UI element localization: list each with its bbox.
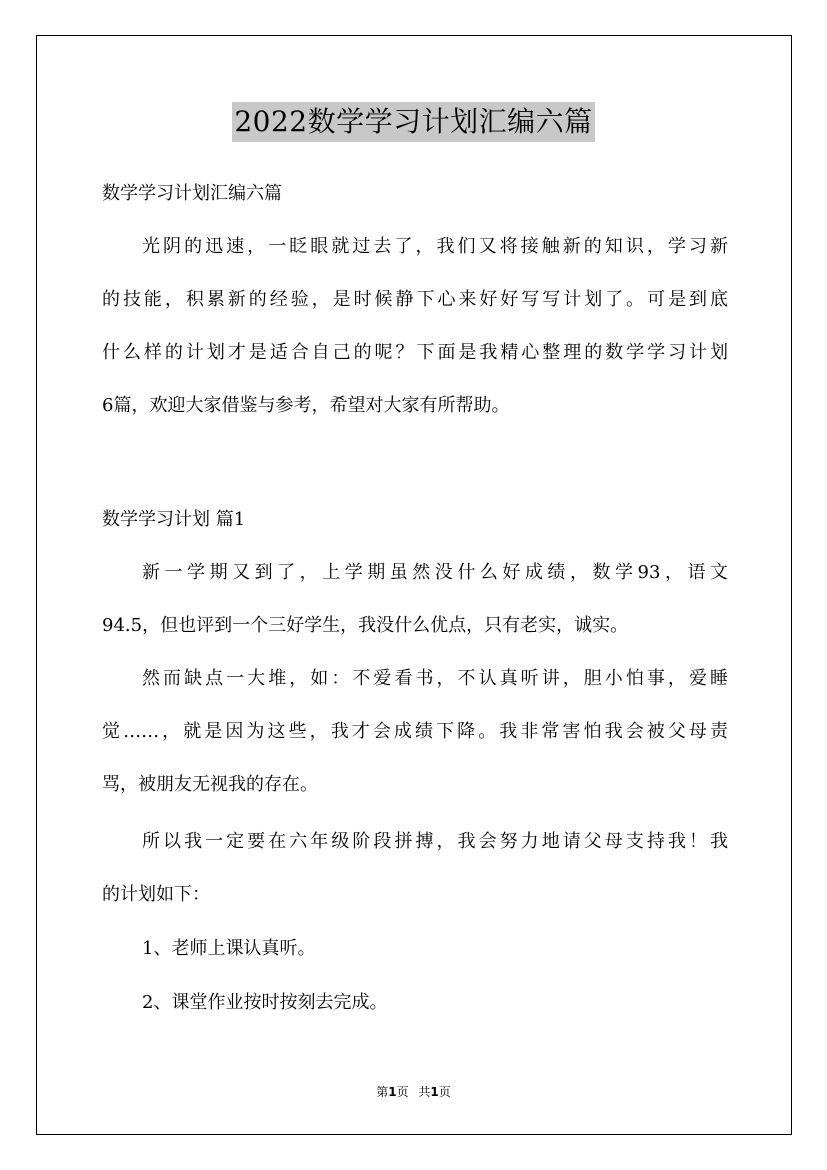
intro-line-3: 什么样的计划才是适合自己的呢？下面是我精心整理的数学学习计划 (102, 342, 728, 363)
paragraph-3-line-2: 的计划如下： (102, 884, 210, 905)
page-indicator (376, 1085, 408, 1099)
intro-line-1: 光阴的迅速，一眨眼就过去了，我们又将接触新的知识，学习新 (142, 236, 728, 257)
paragraph-2-line-3: 骂，被朋友无视我的存在。 (102, 774, 318, 795)
list-item-1: 1、老师上课认真听。 (142, 938, 316, 959)
list-item-2: 2、课堂作业按时按刻去完成。 (142, 992, 388, 1013)
page-number: 1 (388, 1085, 397, 1099)
paragraph-3-line-1: 所以我一定要在六年级阶段拼搏，我会努力地请父母支持我！我 (142, 831, 728, 852)
total-prefix: 共 (418, 1085, 431, 1099)
page-suffix: 页 (396, 1085, 409, 1099)
total-number: 1 (430, 1085, 439, 1099)
document-title: 2022数学学习计划汇编六篇 (232, 102, 594, 142)
intro-line-4: 6篇，欢迎大家借鉴与参考，希望对大家有所帮助。 (102, 395, 510, 416)
section-heading: 数学学习计划 篇1 (102, 509, 246, 530)
paragraph-1-line-2: 94.5，但也评到一个三好学生，我没什么优点，只有老实，诚实。 (102, 615, 629, 636)
total-indicator (418, 1085, 450, 1099)
paragraph-2-line-2: 觉……，就是因为这些，我才会成绩下降。我非常害怕我会被父母责 (102, 721, 728, 742)
paragraph-1-line-1: 新一学期又到了，上学期虽然没什么好成绩，数学93，语文 (142, 562, 728, 583)
title-container (0, 102, 827, 142)
paragraph-2-line-1: 然而缺点一大堆，如：不爱看书，不认真听讲，胆小怕事，爱睡 (142, 668, 728, 689)
intro-line-2: 的技能，积累新的经验，是时候静下心来好好写写计划了。可是到底 (102, 289, 728, 310)
page-prefix: 第 (376, 1085, 389, 1099)
page-footer (0, 1083, 827, 1100)
total-suffix: 页 (438, 1085, 451, 1099)
document-subtitle: 数学学习计划汇编六篇 (102, 183, 282, 204)
